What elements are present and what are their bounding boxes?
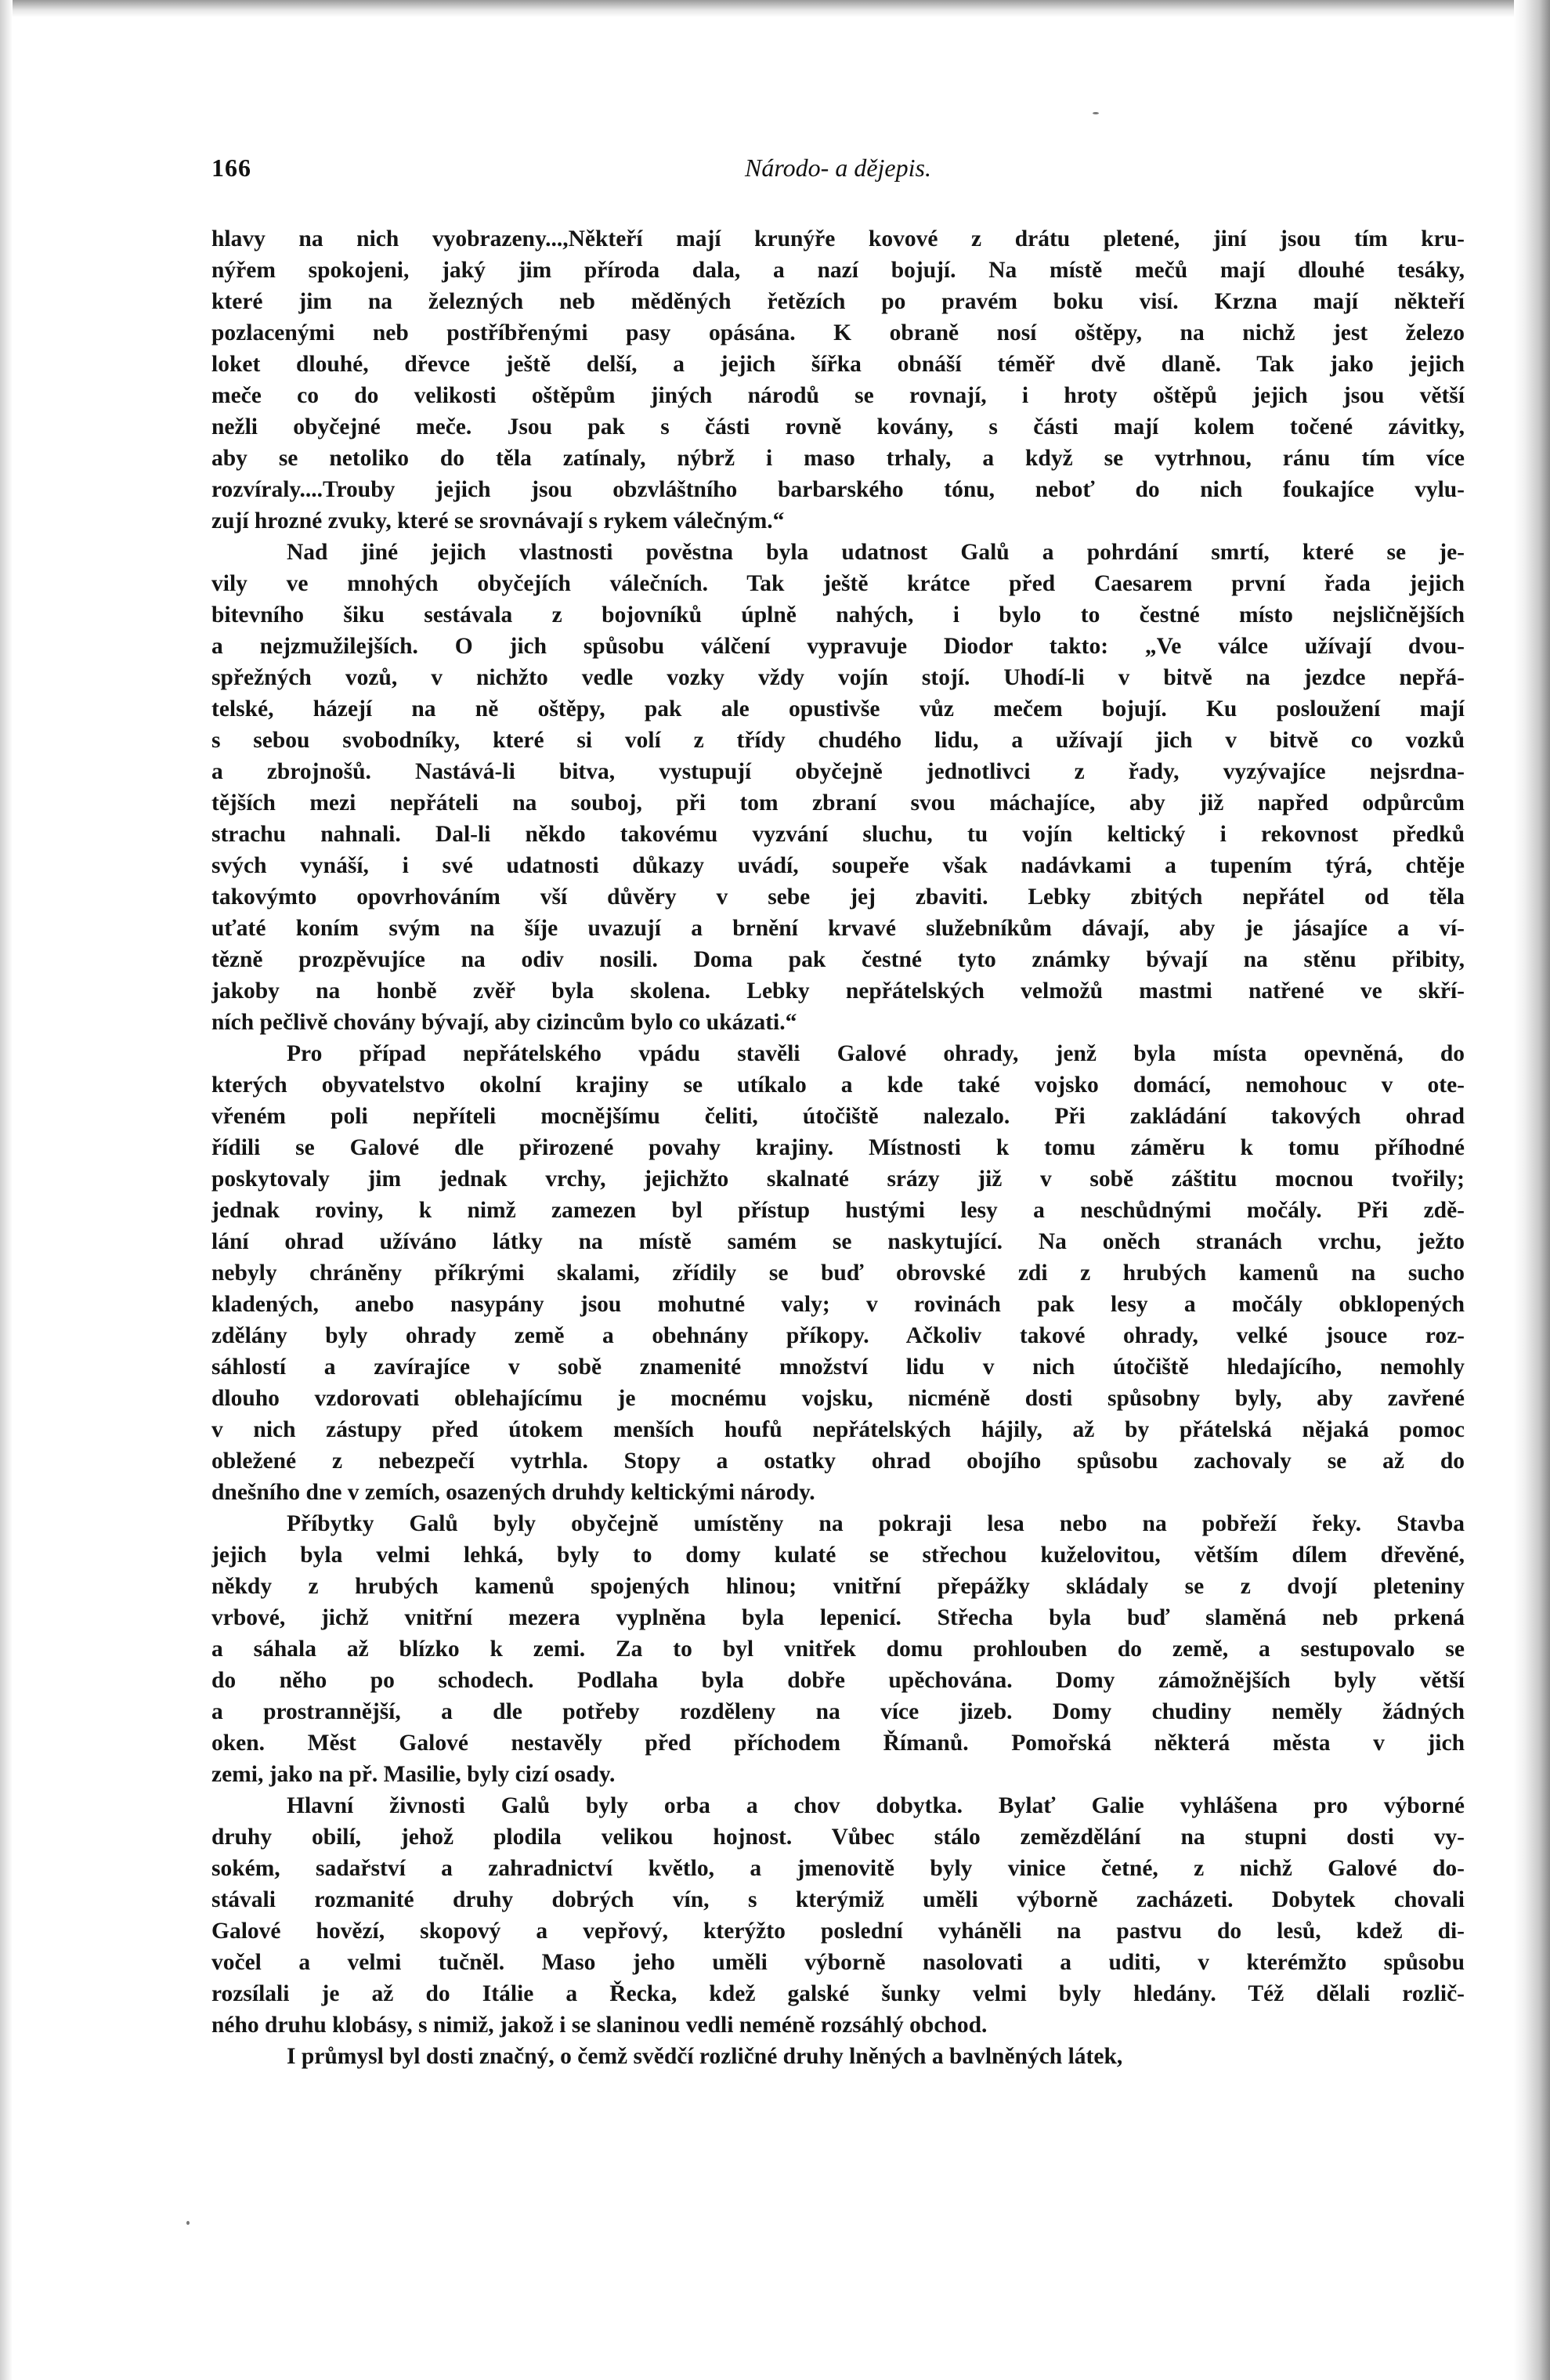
text-line: lání ohrad užíváno látky na místě samém se naskytující. Na oněch stranách vrchu, ježto <box>211 1229 1465 1254</box>
text-line: Nad jiné jejich vlastnosti pověstna byla udatnost Galů a pohrdání smrtí, které se je- <box>287 540 1465 565</box>
text-line: s sebou svobodníky, které si volí z třídy chudého lidu, a užívají jich v bitvě co vozků <box>211 728 1465 753</box>
text-line: a zbrojnošů. Nastává-li bitva, vystupují obyčejně jednotlivci z řady, vyzývajíce nejsrdna- <box>211 759 1465 784</box>
text-line: jakoby na honbě zvěř byla skolena. Lebky nepřátelských velmožů mastmi natřené ve skří- <box>211 978 1465 1004</box>
text-line: I průmysl byl dosti značný, o čemž svědčí rozličné druhy lněných a bavlněných látek, <box>287 2044 1123 2069</box>
paragraph <box>211 1038 1465 1508</box>
text-line: ného druhu klobásy, s nimiž, jakož i se slaninou vedli neméně rozsáhlý obchod. <box>211 2013 988 2038</box>
text-line: sokém, sadařství a zahradnictví květlo, a jmenovitě byly vinice četné, z nichž Galové do- <box>211 1856 1465 1881</box>
text-line: v nich zástupy před útokem menších houfů nepřátelských hájily, až by přátelská nějaká pomoc <box>211 1417 1465 1442</box>
scan-shadow-top <box>0 0 1550 17</box>
running-title: Národo- a dějepis. <box>745 154 931 182</box>
text-line: takovýmto opovrhováním vší důvěry v sebe jej zbaviti. Lebky zbitých nepřátel od těla <box>211 884 1465 910</box>
text-line: nežli obyčejné meče. Jsou pak s části rovně kovány, s části mají kolem točené závitky, <box>211 414 1465 439</box>
text-line: telské, házejí na ně oštěpy, pak ale opustivše vůz mečem bojují. Ku posloužení mají <box>211 696 1465 722</box>
text-line: Galové hovězí, skopový a vepřový, kterýžto poslední vyháněli na pastvu do lesů, kdež di- <box>211 1919 1465 1944</box>
text-line: aby se netoliko do těla zatínaly, nýbrž i maso trhaly, a když se vytrhnou, ránu tím více <box>211 446 1465 471</box>
text-line: jejich byla velmi lehká, byly to domy kulaté se střechou kuželovitou, větším dílem dřevěné, <box>211 1543 1465 1568</box>
page-number: 166 <box>211 154 251 182</box>
text-line: obležené z nebezpečí vytrhla. Stopy a ostatky ohrad obojího spůsobu zachovaly se až do <box>211 1449 1465 1474</box>
text-line: někdy z hrubých kamenů spojených hlinou; vnitřní přepážky skládaly se z dvojí pleteniny <box>211 1574 1465 1599</box>
text-line: poskytovaly jim jednak vrchy, jejichžto skalnaté srázy již v sobě záštitu mocnou tvořily; <box>211 1166 1465 1192</box>
text-line: zdělány byly ohrady země a obehnány příkopy. Ačkoliv takové ohrady, velké jsouce roz- <box>211 1323 1465 1348</box>
text-line: tějších mezi nepřáteli na souboj, při tom zbraní svou máchajíce, aby již napřed odpůrcům <box>211 790 1465 816</box>
text-line: tězně prozpěvujíce na odiv nosili. Doma pak čestné tyto známky bývají na stěnu přibity, <box>211 947 1465 972</box>
text-line: Hlavní živnosti Galů byly orba a chov dobytka. Bylať Galie vyhlášena pro výborné <box>287 1793 1465 1818</box>
text-line: nýřem spokojeni, jaký jim příroda dala, a nazí bojují. Na místě mečů mají dlouhé tesáky, <box>211 258 1465 283</box>
text-line: a nejzmužilejších. O jich spůsobu válčení vypravuje Diodor takto: „Ve válce užívají dvou- <box>211 634 1465 659</box>
scan-shadow-right <box>1514 0 1550 2380</box>
page-header <box>211 154 1465 201</box>
paragraph <box>211 1790 1465 2041</box>
paragraph <box>211 223 1465 537</box>
text-line: meče co do velikosti oštěpům jiných národů se rovnají, i hroty oštěpů jejich jsou větší <box>211 383 1465 408</box>
scan-shadow-left <box>0 0 13 2380</box>
text-line: stávali rozmanité druhy dobrých vín, s kterýmiž uměli výborně zacházeti. Dobytek chovali <box>211 1887 1465 1912</box>
text-line: druhy obilí, jehož plodila velikou hojnost. Vůbec stálo zemězdělání na stupni dosti vy- <box>211 1825 1465 1850</box>
text-line: zují hrozné zvuky, které se srovnávají s rykem válečným.“ <box>211 508 785 534</box>
text-line: do něho po schodech. Podlaha byla dobře upěchována. Domy zámožnějších byly větší <box>211 1668 1465 1693</box>
text-line: dlouho vzdorovati oblehajícímu je mocnému vojsku, nicméně dosti spůsobny byly, aby zavřené <box>211 1386 1465 1411</box>
text-line: bitevního šiku sestávala z bojovníků úplně nahých, i bylo to čestné místo nejsličnějších <box>211 602 1465 628</box>
paragraph <box>211 2041 1465 2072</box>
text-line: a prostrannější, a dle potřeby rozděleny na více jizeb. Domy chudiny neměly žádných <box>211 1699 1465 1724</box>
text-line: strachu nahnali. Dal-li někdo takovému vyzvání sluchu, tu vojín keltický i rekovnost předků <box>211 822 1465 847</box>
scan-speck <box>1093 112 1099 114</box>
paragraph <box>211 1508 1465 1790</box>
paragraph <box>211 537 1465 1038</box>
text-line: nebyly chráněny příkrými skalami, zřídily se buď obrovské zdi z hrubých kamenů na sucho <box>211 1261 1465 1286</box>
body-text <box>211 223 1465 2072</box>
text-line: rozvíraly....Trouby jejich jsou obzvláštního barbarského tónu, neboť do nich foukajíce vylu- <box>211 477 1465 502</box>
text-line: vočel a velmi tučněl. Maso jeho uměli výborně nasolovati a uditi, v kterémžto spůsobu <box>211 1950 1465 1975</box>
text-line: kladených, anebo nasypány jsou mohutné valy; v rovinách pak lesy a močály obklopených <box>211 1292 1465 1317</box>
text-line: kterých obyvatelstvo okolní krajiny se utíkalo a kde také vojsko domácí, nemohouc v ote- <box>211 1072 1465 1098</box>
text-line: dnešního dne v zemích, osazených druhdy keltickými národy. <box>211 1480 815 1505</box>
text-line: vily ve mnohých obyčejích válečních. Tak ještě krátce před Caesarem první řada jejich <box>211 571 1465 596</box>
text-line: řídili se Galové dle přirozené povahy krajiny. Místnosti k tomu záměru k tomu příhodné <box>211 1135 1465 1160</box>
text-line: svých vynáší, i své udatnosti důkazy uvádí, soupeře však nadávkami a tupením týrá, chtěje <box>211 853 1465 878</box>
text-line: uťaté koním svým na šíje uvazují a brnění krvavé služebníkům dávají, aby je jásajíce a ví- <box>211 916 1465 941</box>
text-line: spřežných vozů, v nichžto vedle vozky vždy vojín stojí. Uhodí-li v bitvě na jezdce nepřá- <box>211 665 1465 690</box>
text-line: které jim na železných neb měděných řetězích po pravém boku visí. Krzna mají někteří <box>211 289 1465 314</box>
text-line: Příbytky Galů byly obyčejně umístěny na pokraji lesa nebo na pobřeží řeky. Stavba <box>287 1511 1465 1536</box>
text-line: vrbové, jichž vnitřní mezera vyplněna byla lepenicí. Střecha byla buď slaměná neb prkená <box>211 1605 1465 1630</box>
text-line: hlavy na nich vyobrazeny...,Někteří mají krunýře kovové z drátu pletené, jiní jsou tím kru- <box>211 226 1465 251</box>
text-line: sáhlostí a zavírajíce v sobě znamenité množství lidu v nich útočiště hledajícího, nemohly <box>211 1355 1465 1380</box>
text-line: pozlacenými neb postříbřenými pasy opásána. K obraně nosí oštěpy, na nichž jest železo <box>211 320 1465 345</box>
text-line: rozsílali je až do Itálie a Řecka, kdež galské šunky velmi byly hledány. Též dělali rozlič- <box>211 1981 1465 2006</box>
text-line: zemi, jako na př. Masilie, byly cizí osady. <box>211 1762 616 1787</box>
scan-speck <box>186 2221 190 2225</box>
text-line: a sáhala až blízko k zemi. Za to byl vnitřek domu prohlouben do země, a sestupovalo se <box>211 1637 1465 1662</box>
text-line: loket dlouhé, dřevce ještě delší, a jejich šířka obnáší téměř dvě dlaně. Tak jako jejich <box>211 352 1465 377</box>
text-line: ních pečlivě chovány bývají, aby cizincům bylo co ukázati.“ <box>211 1010 797 1035</box>
text-line: Pro případ nepřátelského vpádu stavěli Galové ohrady, jenž byla místa opevněná, do <box>287 1041 1465 1066</box>
text-line: jednak roviny, k nimž zamezen byl přístup hustými lesy a neschůdnými močály. Při zdě- <box>211 1198 1465 1223</box>
text-line: oken. Měst Galové nestavěly před příchodem Římanů. Pomořská některá města v jich <box>211 1731 1465 1756</box>
text-line: vřeném poli nepříteli mocnějšímu čeliti, útočiště nalezalo. Při zakládání takových ohrad <box>211 1104 1465 1129</box>
